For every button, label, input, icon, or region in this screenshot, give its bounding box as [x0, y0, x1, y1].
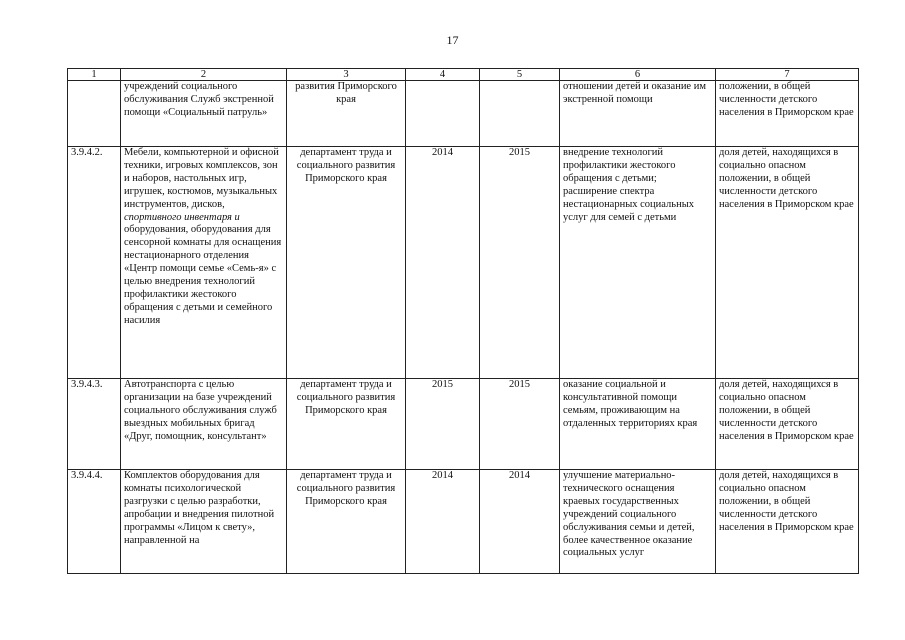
code-cell: 3.9.4.2.: [68, 147, 121, 379]
table-row: [68, 379, 859, 470]
start-year-cell: [406, 81, 480, 147]
table-row: [68, 470, 859, 574]
header-col-2: 2: [121, 69, 287, 81]
indicator-cell: доля детей, находящихся в социально опасном положении, в общей численности детского населения в Приморском крае: [716, 470, 859, 574]
item-cell: Автотранспорта с целью организации на базе учреждений социального обслуживания служб выездных мобильных бригад «Друг, помощник, консультант»: [121, 379, 287, 470]
table-row: [68, 147, 859, 379]
header-col-3: 3: [287, 69, 406, 81]
header-col-1: 1: [68, 69, 121, 81]
item-text-italic: спортивного инвентаря и: [124, 211, 240, 223]
end-year-cell: 2015: [480, 147, 560, 379]
item-cell: [121, 147, 287, 379]
table-row-continuation: [68, 81, 859, 147]
start-year-cell: 2014: [406, 147, 480, 379]
code-cell: 3.9.4.4.: [68, 470, 121, 574]
page-number: 17: [446, 33, 459, 47]
end-year-cell: 2014: [480, 470, 560, 574]
indicator-cell: положении, в общей численности детского населения в Приморском крае: [716, 81, 859, 147]
header-col-6: 6: [560, 69, 716, 81]
start-year-cell: 2015: [406, 379, 480, 470]
item-cell: Комплектов оборудования для комнаты психологической разгрузки с целью разработки, апробации и внедрения пилотной программы «Лицом к свету», направленной на: [121, 470, 287, 574]
header-row: [68, 69, 859, 81]
end-year-cell: 2015: [480, 379, 560, 470]
start-year-cell: 2014: [406, 470, 480, 574]
executor-cell: департамент труда и социального развития Приморского края: [287, 470, 406, 574]
code-cell: 3.9.4.3.: [68, 379, 121, 470]
indicator-cell: доля детей, находящихся в социально опасном положении, в общей численности детского населения в Приморском крае: [716, 379, 859, 470]
item-text: Мебели, компьютерной и офисной техники, игровых комплексов, зон и наборов, настольных игр, игрушек, костюмов, музыкальных инструментов, дисков,: [124, 147, 279, 210]
executor-cell: департамент труда и социального развития Приморского края: [287, 147, 406, 379]
header-col-4: 4: [406, 69, 480, 81]
executor-cell: департамент труда и социального развития Приморского края: [287, 379, 406, 470]
result-cell: внедрение технологий профилактики жестокого обращения с детьми; расширение спектра нестационарных социальных услуг для семей с детьми: [560, 147, 716, 379]
indicator-cell: доля детей, находящихся в социально опасном положении, в общей численности детского населения в Приморском крае: [716, 147, 859, 379]
result-cell: улучшение материально-технического оснащения краевых государственных учреждений социального обслуживания семьи и детей, более качественное оказание социальных услуг: [560, 470, 716, 574]
end-year-cell: [480, 81, 560, 147]
item-text: оборудования, оборудования для сенсорной комнаты для оснащения нестационарного отделения «Центр помощи семье «Семь-я» с целью внедрения технологий профилактики жестокого обращения с детьми и семейного насилия: [124, 224, 282, 326]
code-cell: [68, 81, 121, 147]
measures-table: [67, 68, 859, 574]
header-col-5: 5: [480, 69, 560, 81]
result-cell: отношении детей и оказание им экстренной помощи: [560, 81, 716, 147]
executor-cell: развития Приморского края: [287, 81, 406, 147]
item-cell: учреждений социального обслуживания Служб экстренной помощи «Социальный патруль»: [121, 81, 287, 147]
result-cell: оказание социальной и консультативной помощи семьям, проживающим на отдаленных территориях края: [560, 379, 716, 470]
header-col-7: 7: [716, 69, 859, 81]
